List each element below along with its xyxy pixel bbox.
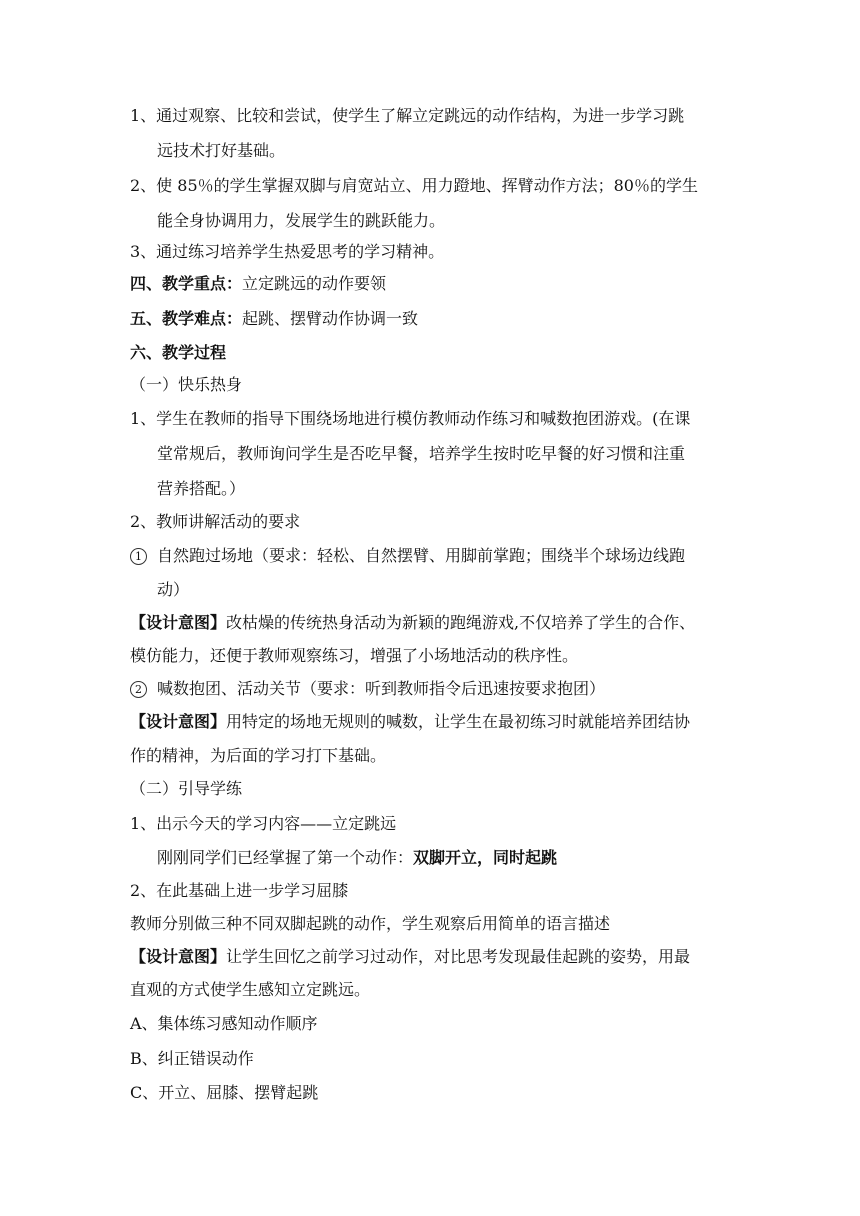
design-intent-3-line-2: 直观的方式使学生感知立定跳远。 [130,980,371,999]
warmup-sub-1-line-2: 动） [157,580,190,599]
difficulty [130,308,418,330]
guided-recap-bold: 双脚开立，同时起跳 [413,848,558,867]
design-intent-1 [130,612,695,634]
guided-item-c: C、开立、屈膝、摆臂起跳 [130,1083,319,1102]
key-point-label: 四、教学重点： [130,274,243,293]
design-intent-2 [130,711,690,733]
warmup-sub-1 [130,545,685,567]
design-intent-3-label: 【设计意图】 [130,947,227,966]
warmup-heading: （一）快乐热身 [130,375,243,394]
key-point-text: 立定跳远的动作要领 [242,274,387,293]
difficulty-label: 五、教学难点： [130,309,243,328]
guided-item-b: B、纠正错误动作 [130,1049,254,1068]
warmup-sub-2 [130,678,605,700]
design-intent-2-line-1: 用特定的场地无规则的喊数，让学生在最初练习时就能培养团结协 [226,712,691,731]
guided-item-2: 2、在此基础上进一步学习屈膝 [130,881,349,900]
warmup-item-1-line-2: 堂常规后，教师询问学生是否吃早餐，培养学生按时吃早餐的好习惯和注重 [157,444,686,463]
objective-1-line-1: 1、通过观察、比较和尝试，使学生了解立定跳远的动作结构，为进一步学习跳 [130,106,685,125]
design-intent-1-label: 【设计意图】 [130,613,227,632]
circled-number-2: 2 [130,681,147,698]
guided-recap [157,847,557,869]
circled-number-1: 1 [130,548,147,565]
design-intent-2-line-2: 作的精神，为后面的学习打下基础。 [130,746,387,765]
key-point [130,273,386,295]
guided-heading: （二）引导学练 [130,779,243,798]
guided-demo: 教师分别做三种不同双脚起跳的动作，学生观察后用简单的语言描述 [130,914,611,933]
objective-2-line-1: 2、使 85％的学生掌握双脚与肩宽站立、用力蹬地、挥臂动作方法；80％的学生 [130,176,698,195]
objective-1-line-2: 远技术打好基础。 [157,141,286,160]
guided-recap-prefix: 刚刚同学们已经掌握了第一个动作： [157,848,414,867]
process-heading: 六、教学过程 [130,343,227,362]
design-intent-1-line-1: 改枯燥的传统热身活动为新颖的跑绳游戏,不仅培养了学生的合作、 [226,613,696,632]
warmup-item-1-line-1: 1、学生在教师的指导下围绕场地进行模仿教师动作练习和喊数抱团游戏。(在课 [130,409,691,428]
warmup-sub-1-line-1: 自然跑过场地（要求：轻松、自然摆臂、用脚前掌跑；围绕半个球场边线跑 [157,546,686,565]
objective-2-line-2: 能全身协调用力，发展学生的跳跃能力。 [157,211,446,230]
design-intent-3-line-1: 让学生回忆之前学习过动作，对比思考发现最佳起跳的姿势，用最 [226,947,691,966]
warmup-item-2: 2、教师讲解活动的要求 [130,512,301,531]
design-intent-2-label: 【设计意图】 [130,712,227,731]
design-intent-3 [130,946,690,968]
design-intent-1-line-2: 模仿能力，还便于教师观察练习，增强了小场地活动的秩序性。 [130,646,579,665]
warmup-item-1-line-3: 营养搭配。） [157,479,246,498]
difficulty-text: 起跳、摆臂动作协调一致 [242,309,419,328]
warmup-sub-2-text: 喊数抱团、活动关节（要求：听到教师指令后迅速按要求抱团） [157,679,606,698]
guided-item-1: 1、出示今天的学习内容——立定跳远 [130,814,397,833]
objective-3: 3、通过练习培养学生热爱思考的学习精神。 [130,242,445,261]
guided-item-a: A、集体练习感知动作顺序 [130,1014,318,1033]
